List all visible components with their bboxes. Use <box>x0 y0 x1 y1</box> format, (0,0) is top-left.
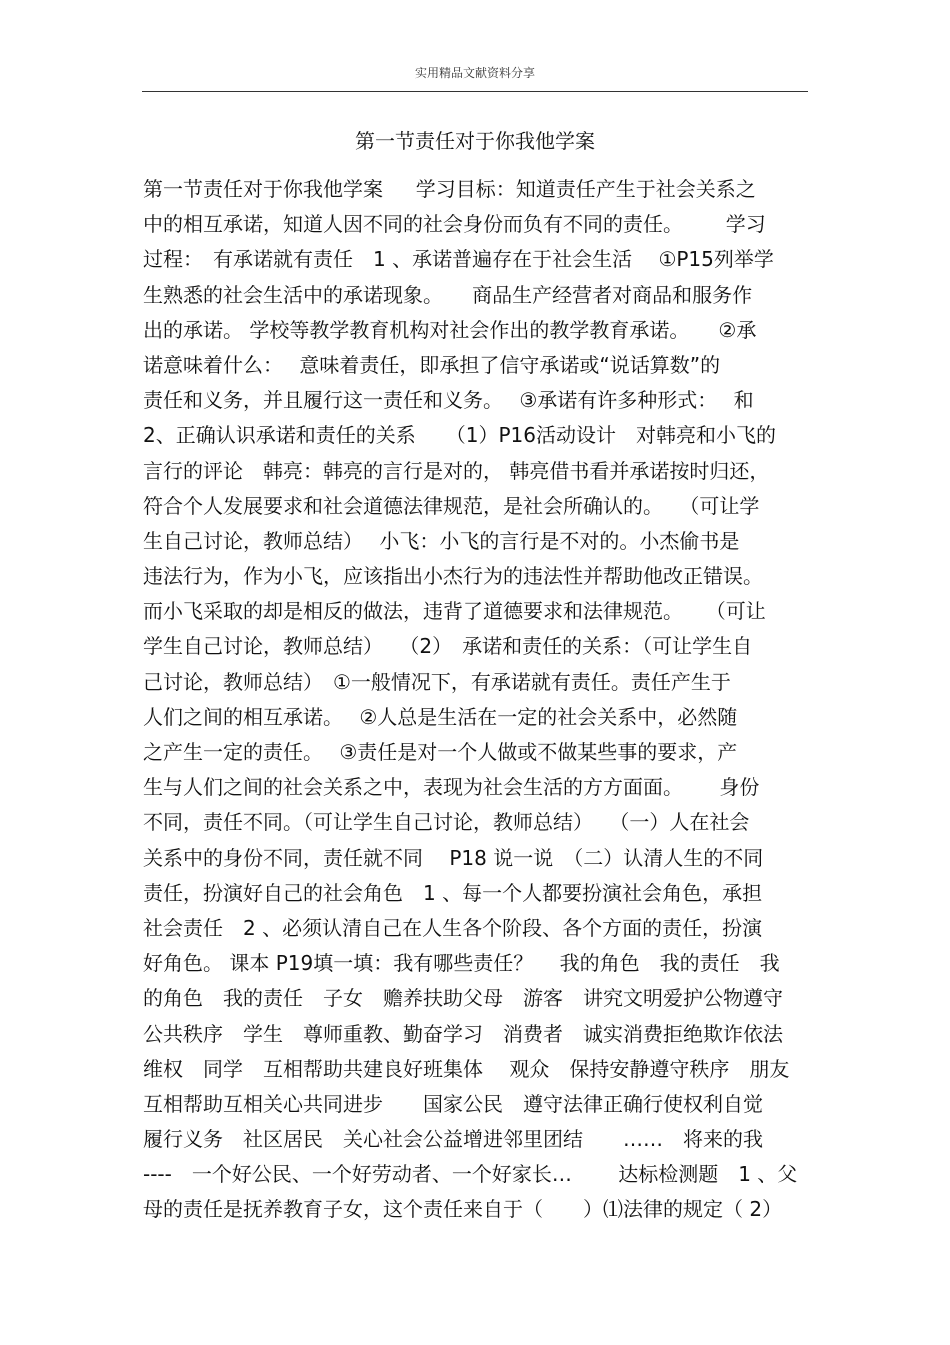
body-line: 生自己讨论，教师总结） 小飞：小飞的言行是不对的。小杰偷书是 <box>143 528 740 553</box>
body-line: 中的相互承诺，知道人因不同的社会身份而负有不同的责任。 学习 <box>143 212 766 237</box>
body-line: 关系中的身份不同，责任就不同 P18 说一说 （二）认清人生的不同 <box>143 845 764 870</box>
body-line: 第一节责任对于你我他学案 学习目标：知道责任产生于社会关系之 <box>143 177 756 201</box>
body-line: 之产生一定的责任。 ③责任是对一个人做或不做某些事的要求，产 <box>143 740 738 764</box>
body-line: 出的承诺。 学校等教学教育机构对社会作出的教学教育承诺。 ②承 <box>143 317 757 342</box>
body-line: ---- 一个好公民、一个好劳动者、一个好家长… 达标检测题 1 、父 <box>143 1162 798 1187</box>
page-header: 实用精品文献资料分享 <box>414 66 535 80</box>
header-divider <box>142 91 808 92</box>
body-line: 公共秩序 学生 尊师重教、勤奋学习 消费者 诚实消费拒绝欺诈依法 <box>143 1021 783 1046</box>
body-line: 不同，责任不同。（可让学生自己讨论，教师总结） （一）人在社会 <box>143 810 750 835</box>
body-line: 己讨论，教师总结） ①一般情况下，有承诺就有责任。责任产生于 <box>143 669 731 694</box>
document-body <box>143 172 811 1228</box>
document-title: 第一节责任对于你我他学案 <box>355 129 595 153</box>
body-line: 学生自己讨论，教师总结） （2） 承诺和责任的关系：（可让学生自 <box>143 634 753 659</box>
body-line: 2、正确认识承诺和责任的关系 （1）P16活动设计 对韩亮和小飞的 <box>143 423 776 448</box>
body-line: 互相帮助互相关心共同进步 国家公民 遵守法律正确行使权利自觉 <box>143 1091 763 1116</box>
body-line: 履行义务 社区居民 关心社会公益增进邻里团结 …… 将来的我 <box>143 1127 763 1152</box>
body-line: 生与人们之间的社会关系之中，表现为社会生活的方方面面。 身份 <box>143 775 760 800</box>
body-line: 维权 同学 互相帮助共建良好班集体 观众 保持安静遵守秩序 朋友 <box>143 1056 790 1081</box>
body-line: 母的责任是抚养教育子女，这个责任来自于（ ）⑴法律的规定（ 2） <box>143 1197 783 1222</box>
body-line: 过程： 有承诺就有责任 1 、承诺普遍存在于社会生活 ①P15列举学 <box>143 247 774 272</box>
body-line: 责任，扮演好自己的社会角色 1 、每一个人都要扮演社会角色，承担 <box>143 880 763 905</box>
body-line: 而小飞采取的却是相反的做法，违背了道德要求和法律规范。 （可让 <box>143 599 766 624</box>
body-line: 诺意味着什么： 意味着责任，即承担了信守承诺或“说话算数”的 <box>143 352 721 377</box>
body-line: 符合个人发展要求和社会道德法律规范，是社会所确认的。 （可让学 <box>143 493 760 518</box>
body-line: 社会责任 2 、必须认清自己在人生各个阶段、各个方面的责任，扮演 <box>143 915 763 940</box>
body-line: 言行的评论 韩亮：韩亮的言行是对的， 韩亮借书看并承诺按时归还， <box>143 458 770 483</box>
body-line: 好角色。 课本 P19填一填：我有哪些责任？ 我的角色 我的责任 我 <box>143 951 780 976</box>
body-line: 违法行为，作为小飞，应该指出小杰行为的违法性并帮助他改正错误。 <box>143 564 763 589</box>
body-line: 生熟悉的社会生活中的承诺现象。 商品生产经营者对商品和服务作 <box>143 282 753 307</box>
body-line: 的角色 我的责任 子女 赡养扶助父母 游客 讲究文明爱护公物遵守 <box>143 986 783 1011</box>
body-line: 人们之间的相互承诺。 ②人总是生活在一定的社会关系中，必然随 <box>143 704 738 729</box>
body-line: 责任和义务，并且履行这一责任和义务。 ③承诺有许多种形式： 和 <box>143 388 754 413</box>
